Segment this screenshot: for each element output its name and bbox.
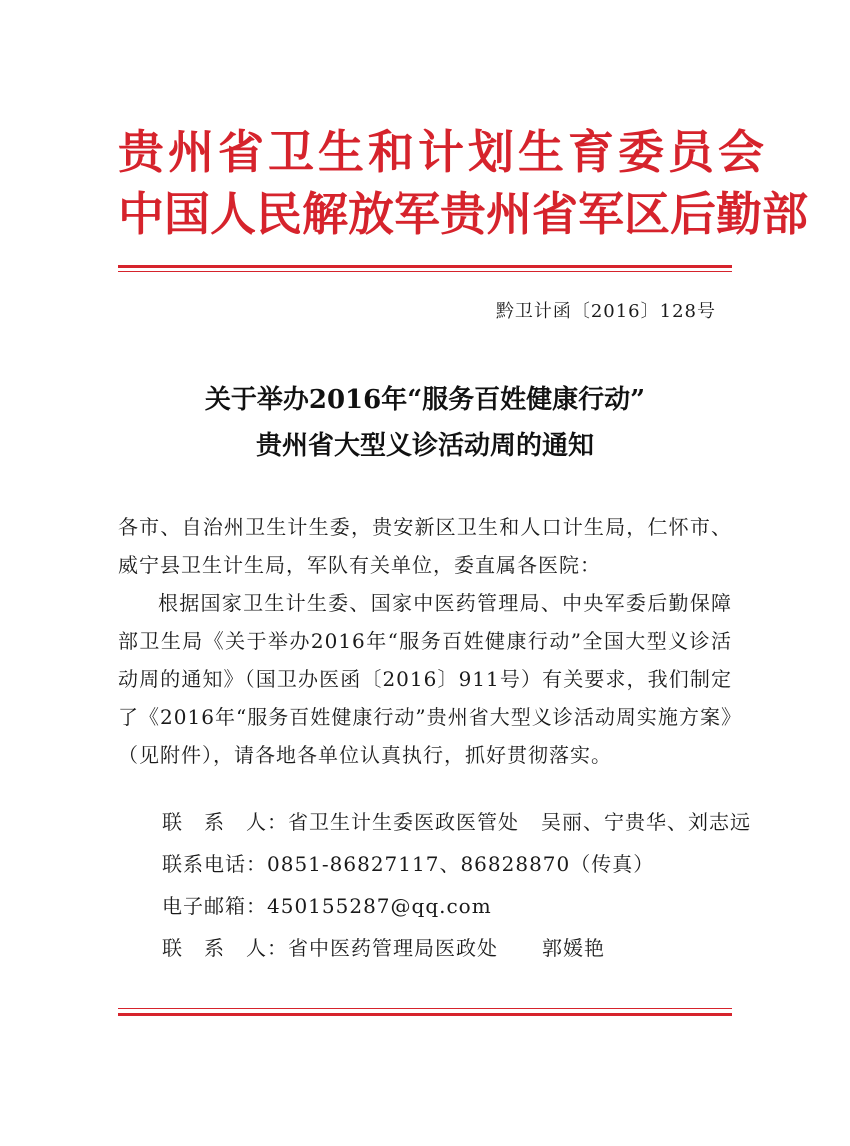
notice-title-line-1: 关于举办2016年“服务百姓健康行动” <box>204 385 646 415</box>
footer-divider-thick <box>118 1013 732 1016</box>
document-number: 黔卫计函〔2016〕128号 <box>495 301 716 322</box>
footer-divider-thin <box>118 1008 732 1009</box>
email-label: 电子邮箱： <box>162 894 267 918</box>
contact-label: 联 系 人： <box>162 936 288 960</box>
notice-body <box>118 508 732 774</box>
phone-value: 0851-86827117、86828870（传真） <box>267 852 655 876</box>
contact-department: 省中医药管理局医政处 <box>288 936 498 960</box>
main-paragraph: 根据国家卫生计生委、国家中医药管理局、中央军委后勤保障部卫生局《关于举办2016年“服务百姓健康行动”全国大型义诊活动周的通知》（国卫办医函〔2016〕911号）有关要求，我们制定了《2016年“服务百姓健康行动”贵州省大型义诊活动周实施方案》（见附件），请各地各单位认真执行，抓好贯彻落实。 <box>118 591 732 767</box>
contact-row-1 <box>162 806 751 835</box>
notice-title-line-2: 贵州省大型义诊活动周的通知 <box>255 431 594 461</box>
header-divider-thin <box>118 271 732 272</box>
issuing-org-line-2: 中国人民解放军贵州省军区后勤部 <box>118 187 808 241</box>
header-divider-thick <box>118 265 732 268</box>
issuing-org-line-1: 贵州省卫生和计划生育委员会 <box>118 125 768 179</box>
email-value: 450155287@qq.com <box>267 894 492 918</box>
phone-row <box>162 848 654 877</box>
email-row <box>162 890 492 919</box>
phone-label: 联系电话： <box>162 852 267 876</box>
contact-names: 郭媛艳 <box>542 936 605 960</box>
contact-names: 吴丽、宁贵华、刘志远 <box>541 810 751 834</box>
contact-row-2 <box>162 932 605 961</box>
contact-department: 省卫生计生委医政医管处 <box>288 810 519 834</box>
addressee-paragraph: 各市、自治州卫生计生委，贵安新区卫生和人口计生局，仁怀市、威宁县卫生计生局，军队有关单位，委直属各医院： <box>118 515 732 577</box>
contact-label: 联 系 人： <box>162 810 288 834</box>
